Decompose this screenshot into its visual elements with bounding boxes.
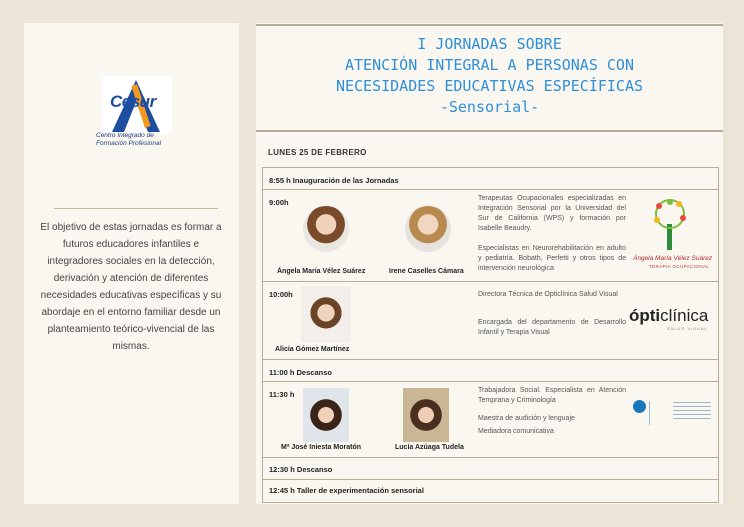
opticlinica-logo [629,306,708,326]
speaker5-photo [403,388,449,442]
break1-text: 11:00 h Descanso [269,368,332,377]
logo-subtitle [96,132,186,148]
logo-subtitle-line2: Formación Profesional [96,140,162,147]
speaker4-photo [303,388,349,442]
inauguration-text: 8:55 h Inauguración de las Jornadas [269,176,399,185]
schedule-row-break1 [263,360,718,382]
title-line1: I JORNADAS SOBRE [417,35,562,53]
partner-association-logo [633,400,715,430]
speaker2-photo [405,206,451,252]
title-line3: NECESIDADES EDUCATIVAS ESPECÍFICAS [335,77,644,95]
schedule-row-session1 [263,190,718,282]
association-text-lines [673,402,711,422]
session3-time: 11:30 h [269,390,295,399]
association-text-block [649,401,670,425]
session1-speaker1-name: Ángela María Vélez Suárez [277,268,366,275]
opticlinica-logo-clinica: clínica [660,306,709,325]
event-date: LUNES 25 DE FEBRERO [268,148,367,157]
workshop-text: 12:45 h Taller de experimentación sensorial [269,486,424,495]
logo-brand-text: Cesur [110,92,156,111]
schedule-row-break2 [263,458,718,480]
session1-time: 9:00h [269,198,289,207]
session3-speaker1-name: Mª José Iniesta Moratón [281,444,361,451]
opticlinica-logo-opti: ópti [629,306,661,325]
session3-info1: Trabajadora Social. Especialista en Atención Temprana y Criminología [478,387,626,404]
speaker3-photo [301,286,351,342]
break2-text: 12:30 h Descanso [269,465,333,474]
session3-speaker2-name: Lucía Azúaga Tudela [395,444,464,451]
schedule-table [262,167,719,503]
title-bottom-rule [256,130,723,132]
association-circle-icon [633,400,646,413]
logo-subtitle-line1: Centro Integrado de [96,132,154,139]
cesur-logo [96,76,180,162]
schedule-row-inauguration [263,168,718,190]
event-title [256,34,723,118]
opticlinica-sub: SALUD VISUAL [667,326,708,331]
partner-terapia-sub: TERAPIA OCUPACIONAL [649,264,710,269]
title-line2: ATENCIÓN INTEGRAL A PERSONAS CON [345,56,634,74]
session3-info2: Maestra de audición y lenguaje [478,415,575,422]
event-description: El objetivo de estas jornadas es formar a futuros educadores infantiles e integradores sociales en la detección, derivación y atención de diferentes necesidades educativas específicas y su abordaje en el entorno familiar desde un planteamiento teórico-vivencial de las mismas. [40,222,222,352]
schedule-row-session2 [263,282,718,360]
session2-time: 10:00h [269,290,293,299]
session1-info1: Terapeutas Ocupacionales especializadas en Integración Sensorial por la Universidad del Sur de California (WPS) y formación por Isabelle Beaudry. [478,195,626,232]
session2-speaker-name: Alicia Gómez Martínez [275,346,350,353]
tree-icon [645,196,695,254]
left-divider [54,208,218,209]
session1-info2: Especialistas en Neurorehabilitación en adulto y pediatría. Bobath, Perfetti y otros tipos de intervención neurológica [478,245,626,272]
session2-info2: Encargada del departamento de Desarrollo Infantil y Terapia Visual [478,319,626,336]
speaker1-photo [303,206,349,252]
schedule-row-workshop [263,480,718,502]
session3-info3: Mediadora comunicativa [478,428,554,435]
session1-speaker2-name: Irene Caselles Cámara [389,268,464,275]
title-line4: -Sensorial- [439,98,540,116]
title-top-rule [256,24,723,26]
schedule-row-session3 [263,382,718,458]
session2-info1: Directora Técnica de Opticlínica Salud Visual [478,291,618,298]
partner-terapia-name: Ángela María Vélez Suárez [633,255,713,262]
